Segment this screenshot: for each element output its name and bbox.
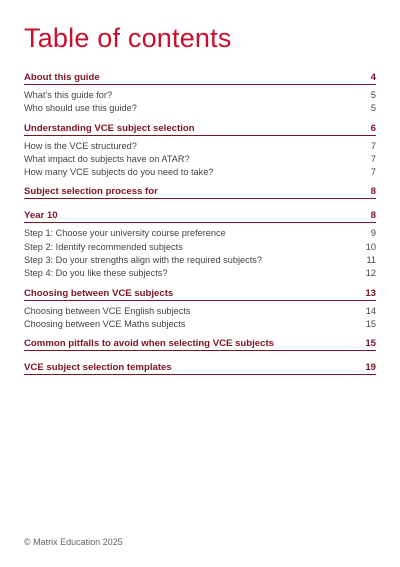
toc-heading[interactable] — [24, 185, 376, 199]
toc-entry-page: 9 — [370, 228, 376, 239]
toc-entry-page: 7 — [370, 153, 376, 164]
toc-heading-page: 6 — [370, 122, 376, 134]
toc-entry[interactable] — [24, 254, 376, 267]
toc-heading-label: About this guide — [24, 72, 100, 83]
toc-section-about — [24, 71, 376, 122]
toc-section-understanding — [24, 122, 376, 186]
toc-heading[interactable] — [24, 361, 376, 375]
toc-entry-label: What impact do subjects have on ATAR? — [24, 153, 190, 164]
toc-section-process — [24, 185, 376, 209]
toc-heading-label: Common pitfalls to avoid when selecting VCE subjects — [24, 338, 275, 350]
toc-heading-page: 13 — [365, 287, 376, 299]
toc-heading-page: 4 — [370, 72, 376, 83]
toc-entry-label: How many VCE subjects do you need to take? — [24, 167, 214, 178]
toc-entry[interactable] — [24, 102, 376, 115]
toc-entry[interactable] — [24, 305, 376, 318]
toc-entry-page: 14 — [365, 305, 376, 316]
toc-heading-label: Year 10 — [24, 210, 58, 222]
toc-entry-label: Choosing between VCE Maths subjects — [24, 318, 186, 329]
toc-entry-label: Choosing between VCE English subjects — [24, 305, 191, 316]
toc-heading-label: Subject selection process for — [24, 186, 158, 198]
toc-entry-page: 10 — [365, 241, 376, 252]
toc-entry[interactable] — [24, 267, 376, 280]
toc-heading-label: VCE subject selection templates — [24, 362, 172, 374]
toc-entry[interactable] — [24, 227, 376, 240]
toc-heading[interactable] — [24, 122, 376, 136]
toc-entry-label: How is the VCE structured? — [24, 140, 137, 151]
toc-heading-label: Choosing between VCE subjects — [24, 287, 174, 299]
toc-entry-page: 5 — [370, 90, 376, 100]
toc-entry-label: What's this guide for? — [24, 90, 113, 100]
toc-entry-label: Step 1: Choose your university course preference — [24, 228, 226, 239]
toc-entry-label: Step 4: Do you like these subjects? — [24, 268, 168, 279]
toc-entry-page: 15 — [365, 318, 376, 329]
toc-heading-label: Understanding VCE subject selection — [24, 122, 195, 134]
toc-entry-page: 11 — [366, 255, 376, 266]
toc-heading[interactable] — [24, 209, 376, 223]
toc-heading-page: 8 — [370, 210, 376, 222]
toc-entry[interactable] — [24, 166, 376, 179]
toc-section-templates — [24, 361, 376, 375]
toc-section-pitfalls — [24, 337, 376, 361]
toc-section-choosing — [24, 287, 376, 338]
table-of-contents — [24, 71, 376, 375]
toc-heading[interactable] — [24, 337, 376, 351]
toc-entry[interactable] — [24, 153, 376, 166]
toc-entry[interactable] — [24, 89, 376, 102]
toc-heading[interactable] — [24, 71, 376, 85]
toc-entry-page: 12 — [365, 268, 376, 279]
toc-entry-page: 7 — [370, 167, 376, 178]
toc-entry-label: Step 3: Do your strengths align with the required subjects? — [24, 255, 262, 266]
toc-heading-page: 15 — [365, 338, 376, 350]
toc-heading-page: 19 — [365, 362, 376, 374]
page-title: Table of contents — [24, 23, 232, 53]
toc-heading[interactable] — [24, 287, 376, 301]
toc-entry-page: 7 — [370, 140, 376, 151]
toc-heading-page: 8 — [370, 186, 376, 198]
toc-entry-page: 5 — [370, 103, 376, 114]
toc-entry-label: Step 2: Identify recommended subjects — [24, 241, 183, 252]
toc-entry[interactable] — [24, 241, 376, 254]
toc-section-year10 — [24, 209, 376, 286]
toc-entry-label: Who should use this guide? — [24, 103, 137, 114]
toc-entry[interactable] — [24, 318, 376, 331]
copyright-footer: © Matrix Education 2025 — [24, 537, 123, 547]
toc-entry[interactable] — [24, 140, 376, 153]
